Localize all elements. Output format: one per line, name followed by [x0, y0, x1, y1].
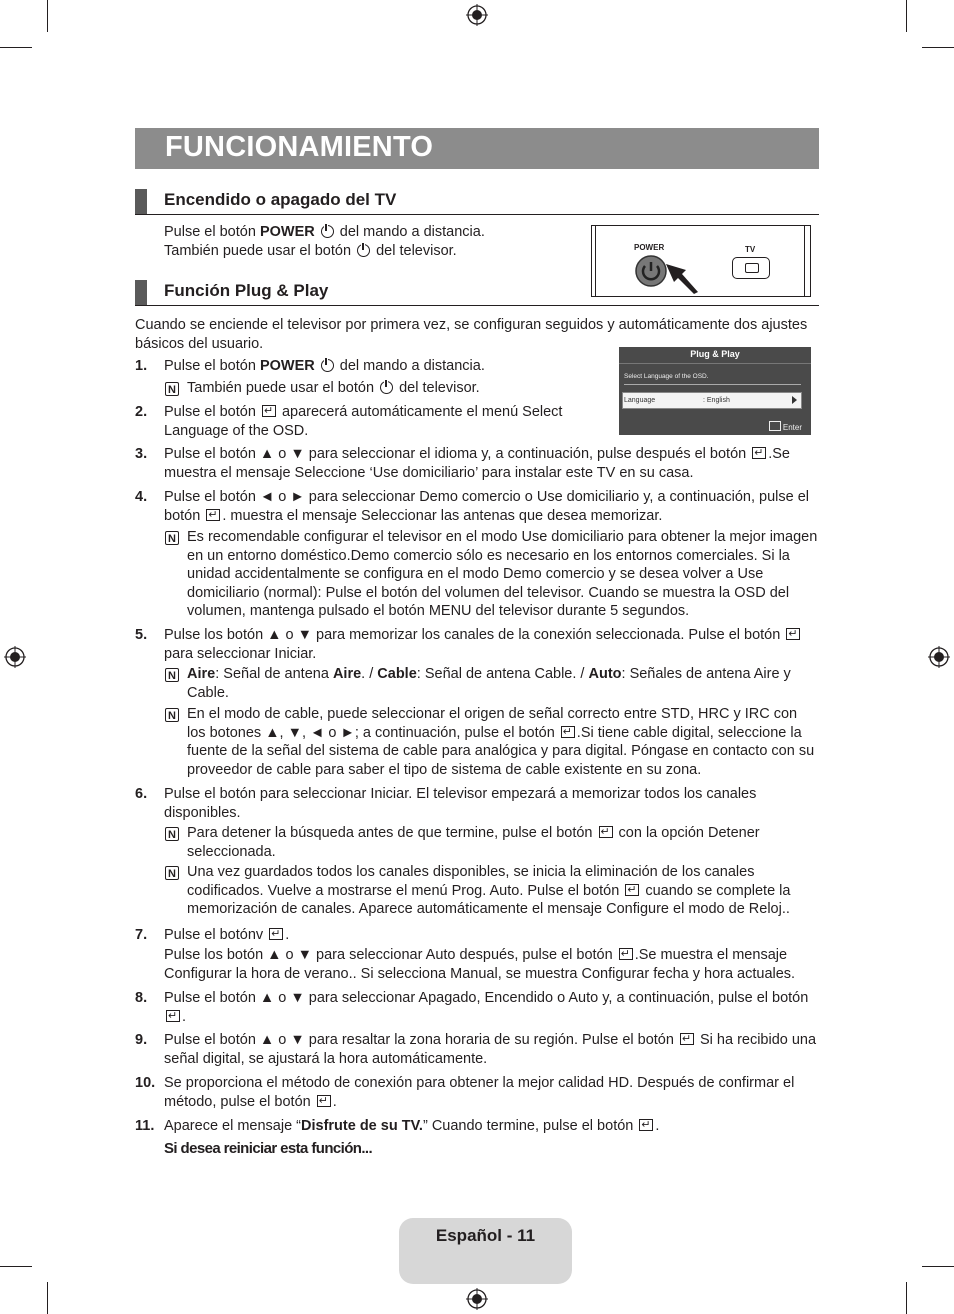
step-4-note: Es recomendable configurar el televisor en el modo Use domiciliario para obtener la mejor imagen en un entorno doméstico.Demo comercio sólo es necesario en los entornos comerciales. Si la unidad accidentalmente se configura en el modo Demo comercio y se desea volver a Use domiciliario (normal): Pulse el botón del volumen del televisor. Cuando se muestra la OSD del volumen, mantenga pulsado el botón MENU del televisor durante 5 segundos. — [187, 529, 818, 619]
section-heading-text: Función Plug & Play — [164, 281, 329, 300]
osd-language-row[interactable] — [622, 392, 802, 409]
page-title: FUNCIONAMIENTO — [165, 131, 434, 163]
enter-icon — [619, 948, 633, 960]
registration-mark-icon — [466, 4, 488, 26]
step-number: 1. — [135, 358, 148, 374]
page-number-tab — [399, 1218, 572, 1284]
text: . — [332, 1093, 337, 1110]
enter-icon — [561, 726, 575, 738]
osd-row-label: Language — [624, 397, 656, 404]
note-icon: N — [165, 827, 179, 841]
text: Si ha recibido una señal digital, se ajustará la hora automáticamente. — [164, 1032, 817, 1067]
osd-title: Plug & Play — [690, 349, 740, 359]
text: Pulse el botón — [164, 224, 256, 240]
step-number: 10. — [135, 1075, 156, 1091]
step-11 — [164, 1117, 819, 1136]
crop-mark — [47, 1282, 48, 1314]
text: Pulse los botón ▲ o ▼ para seleccionar Auto después, pulse el botón — [164, 947, 613, 963]
bold-text: Disfrute de su TV. — [301, 1118, 423, 1134]
text: . — [655, 1118, 660, 1134]
power-icon — [321, 225, 334, 238]
enter-icon — [786, 628, 800, 640]
step-number: 4. — [135, 489, 148, 505]
step-9 — [164, 1031, 819, 1068]
text: Una vez guardados todos los canales disponibles, se inicia la eliminación de los canales codificados. Vuelve a mostrarse el menú Prog. Auto. Pulse el botón — [187, 864, 755, 899]
step-number: 11. — [135, 1118, 155, 1134]
crop-mark — [0, 47, 32, 48]
text: Pulse el botón ◄ o ► para seleccionar Demo comercio o Use domiciliario y, a continuación, pulse el botón — [164, 489, 809, 524]
step-8 — [164, 989, 819, 1026]
step-6-note-2 — [187, 863, 819, 919]
enter-icon — [752, 447, 766, 459]
text: Aparece el mensaje “ — [164, 1118, 302, 1134]
page-number: Español - 11 — [435, 1226, 536, 1245]
section-heading-power — [135, 189, 819, 215]
text: Pulse el botón ▲ o ▼ para seleccionar el idioma y, a continuación, pulse después el botón — [164, 446, 747, 462]
chevron-right-icon — [792, 396, 797, 404]
text: del mando a distancia. — [339, 358, 485, 374]
bold-text: Aire — [332, 666, 362, 682]
step-number: 7. — [135, 927, 148, 943]
step-number: 9. — [135, 1032, 148, 1048]
page-title-banner — [135, 128, 819, 169]
text: . / — [361, 666, 378, 682]
power-icon — [321, 359, 334, 372]
step-number: 3. — [135, 446, 148, 462]
bold-text: Cable — [377, 666, 417, 682]
text: Pulse el botónv — [164, 927, 264, 943]
enter-icon — [680, 1033, 694, 1045]
text: .Se muestra el mensaje Configurar la hora de verano.. Si selecciona Manual, se muestra Configurar fecha y hora actuales. — [164, 947, 796, 982]
osd-row-value: : English — [703, 397, 730, 404]
crop-mark — [906, 0, 907, 32]
text: .Se muestra el mensaje Seleccione ‘Use domiciliario’ para instalar este TV en su casa. — [164, 446, 790, 481]
step-5 — [164, 626, 819, 663]
registration-mark-icon — [928, 646, 950, 668]
step-number: 5. — [135, 627, 148, 643]
note-icon: N — [165, 708, 179, 722]
reset-heading: Si desea reiniciar esta función... — [164, 1140, 373, 1157]
step-1-note — [187, 379, 607, 398]
text: : Señal de antena Cable. / — [416, 666, 589, 682]
enter-icon — [269, 928, 283, 940]
step-6: Pulse el botón para seleccionar Iniciar. El televisor empezará a memorizar todos los canales disponibles. — [164, 786, 757, 821]
text: También puede usar el botón — [187, 380, 375, 396]
text: ” Cuando termine, pulse el botón — [422, 1118, 634, 1134]
note-icon: N — [165, 382, 179, 396]
step-3 — [164, 445, 819, 482]
step-6-note-1 — [187, 824, 819, 861]
text: Para detener la búsqueda antes de que termine, pulse el botón — [187, 825, 593, 841]
section-heading-plug-play — [135, 280, 819, 306]
text: . — [182, 1008, 187, 1025]
text: Se proporciona el método de conexión para obtener la mejor calidad HD. Después de confirmar el método, pulse el botón — [164, 1075, 795, 1110]
osd-screenshot — [619, 347, 811, 435]
step-1 — [164, 357, 604, 376]
step-number: 6. — [135, 786, 148, 802]
remote-power-label: POWER — [634, 243, 665, 252]
text: Pulse el botón ▲ o ▼ para resaltar la zona horaria de su región. Pulse el botón — [164, 1032, 674, 1048]
text: del mando a distancia. — [339, 224, 485, 240]
step-5-note-2 — [187, 705, 819, 779]
enter-icon — [166, 1010, 180, 1022]
text: .Si tiene cable digital, seleccione la fuente de la señal del sistema de cable para analógica y para digital. Póngase en contacto con su proveedor de cable para saber el tipo de sistema de cable existente en su zona. — [187, 724, 815, 778]
step-7b — [164, 946, 819, 983]
note-icon: N — [165, 531, 179, 545]
text: En el modo de cable, puede seleccionar el origen de señal correcto entre STD, HRC y IRC con los botones ▲, ▼, ◄ o ►; a continuación, pulse el botón — [187, 706, 798, 741]
text: : Señales de antena Aire y Cable. — [187, 666, 791, 701]
text: con la opción Detener seleccionada. — [187, 825, 760, 860]
text: . — [285, 927, 290, 943]
osd-enter-label: Enter — [782, 423, 802, 432]
power-icon — [357, 244, 370, 257]
enter-icon — [317, 1095, 331, 1107]
enter-icon — [639, 1119, 653, 1131]
enter-icon — [625, 884, 639, 896]
power-icon — [380, 381, 393, 394]
crop-mark — [922, 47, 954, 48]
step-5-note-1 — [187, 665, 819, 702]
registration-mark-icon — [4, 646, 26, 668]
crop-mark — [922, 1266, 954, 1267]
enter-icon — [769, 421, 781, 431]
step-number: 8. — [135, 990, 148, 1006]
enter-icon — [599, 826, 613, 838]
text: También puede usar el botón — [164, 242, 352, 259]
step-4 — [164, 488, 819, 525]
text: . muestra el mensaje Seleccionar las antenas que desea memorizar. — [222, 507, 663, 524]
remote-tv-label: TV — [745, 245, 756, 254]
power-instructions — [164, 223, 584, 260]
bold-text: Aire — [187, 666, 216, 682]
text: para seleccionar Iniciar. — [164, 645, 317, 662]
osd-prompt: Select Language of the OSD. — [624, 373, 709, 380]
text: aparecerá automáticamente el menú Select Language of the OSD. — [164, 404, 563, 439]
bold-text: Auto — [588, 666, 622, 682]
tv-button-icon — [732, 257, 770, 279]
note-icon: N — [165, 668, 179, 682]
step-7a — [164, 926, 819, 945]
step-number: 2. — [135, 404, 148, 420]
enter-icon — [206, 509, 220, 521]
heading-bar — [135, 189, 147, 214]
step-2 — [164, 403, 604, 440]
crop-mark — [0, 1266, 32, 1267]
note-icon: N — [165, 866, 179, 880]
text: Pulse el botón ▲ o ▼ para seleccionar Apagado, Encendido o Auto y, a continuación, pulse el botón — [164, 990, 809, 1006]
text: Pulse los botón ▲ o ▼ para memorizar los canales de la conexión seleccionada. Pulse el botón — [164, 627, 781, 643]
crop-mark — [47, 0, 48, 32]
crop-mark — [906, 1282, 907, 1314]
registration-mark-icon — [466, 1288, 488, 1310]
text: : Señal de antena — [215, 666, 333, 682]
plug-play-intro: Cuando se enciende el televisor por primera vez, se configuran seguidos y automáticamente dos ajustes básicos del usuario. — [135, 317, 808, 352]
text: del televisor. — [376, 242, 457, 259]
text: del televisor. — [399, 380, 480, 396]
text: cuando se complete la memorización de canales. Aparece automáticamente el mensaje Configure el modo de Reloj.. — [187, 882, 791, 917]
step-10 — [164, 1074, 819, 1111]
text: Pulse el botón — [164, 404, 256, 420]
text: Pulse el botón — [164, 358, 256, 374]
power-bold: POWER — [259, 358, 315, 374]
heading-bar — [135, 280, 147, 305]
power-bold: POWER — [259, 224, 315, 240]
enter-icon — [262, 405, 276, 417]
section-heading-text: Encendido o apagado del TV — [164, 190, 397, 209]
